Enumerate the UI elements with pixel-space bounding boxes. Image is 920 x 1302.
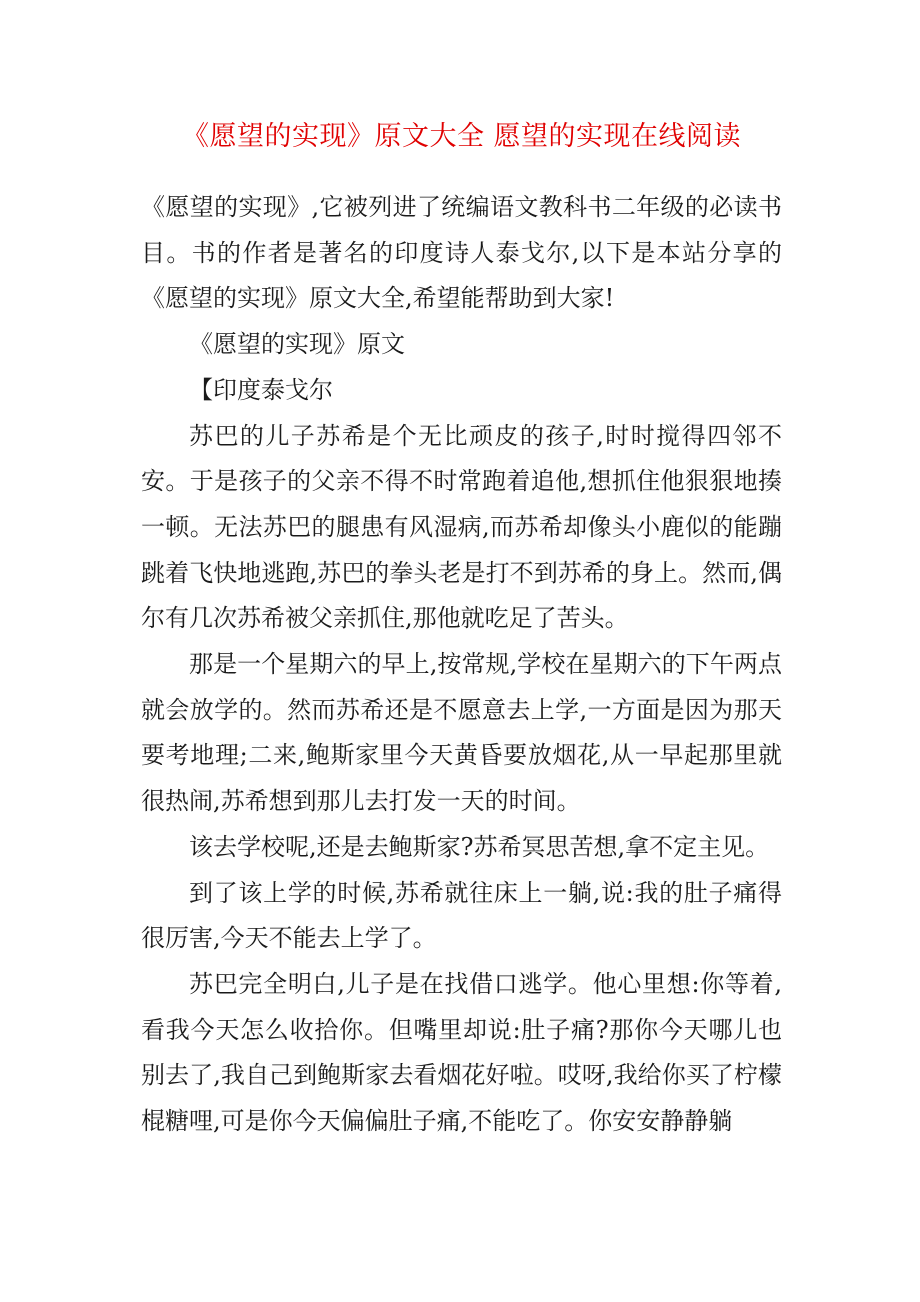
author-line: 【印度泰戈尔 [189,375,333,404]
intro-paragraph: 《愿望的实现》,它被列进了统编语文教科书二年级的必读书目。书的作者是著名的印度诗人泰戈尔,以下是本站分享的《愿望的实现》原文大全,希望能帮助到大家! [141,193,782,313]
story-paragraph: 该去学校呢,还是去鲍斯家?苏希冥思苦想,拿不定主见。 [189,832,770,861]
document-body [141,185,782,1145]
document-title: 《愿望的实现》原文大全 愿望的实现在线阅读 [181,121,742,152]
story-paragraph: 苏巴的儿子苏希是个无比顽皮的孩子,时时搅得四邻不安。于是孩子的父亲不得不时常跑着追他,想抓住他狠狠地揍一顿。无法苏巴的腿患有风湿病,而苏希却像头小鹿似的能蹦跳着飞快地逃跑,苏巴的拳头老是打不到苏希的身上。然而,偶尔有几次苏希被父亲抓住,那他就吃足了苦头。 [141,421,782,633]
story-paragraph: 苏巴完全明白,儿子是在找借口逃学。他心里想:你等着,看我今天怎么收拾你。但嘴里却说:肚子痛?那你今天哪儿也别去了,我自己到鲍斯家去看烟花好啦。哎呀,我给你买了柠檬棍糖哩,可是你今天偏偏肚子痛,不能吃了。你安安静静躺 [141,969,782,1136]
story-paragraph: 那是一个星期六的早上,按常规,学校在星期六的下午两点就会放学的。然而苏希还是不愿意去上学,一方面是因为那天要考地理;二来,鲍斯家里今天黄昏要放烟花,从一早起那里就很热闹,苏希想到那儿去打发一天的时间。 [141,650,782,816]
section-heading: 《愿望的实现》原文 [189,330,405,359]
story-paragraph: 到了该上学的时候,苏希就往床上一躺,说:我的肚子痛得很厉害,今天不能去上学了。 [141,878,782,953]
